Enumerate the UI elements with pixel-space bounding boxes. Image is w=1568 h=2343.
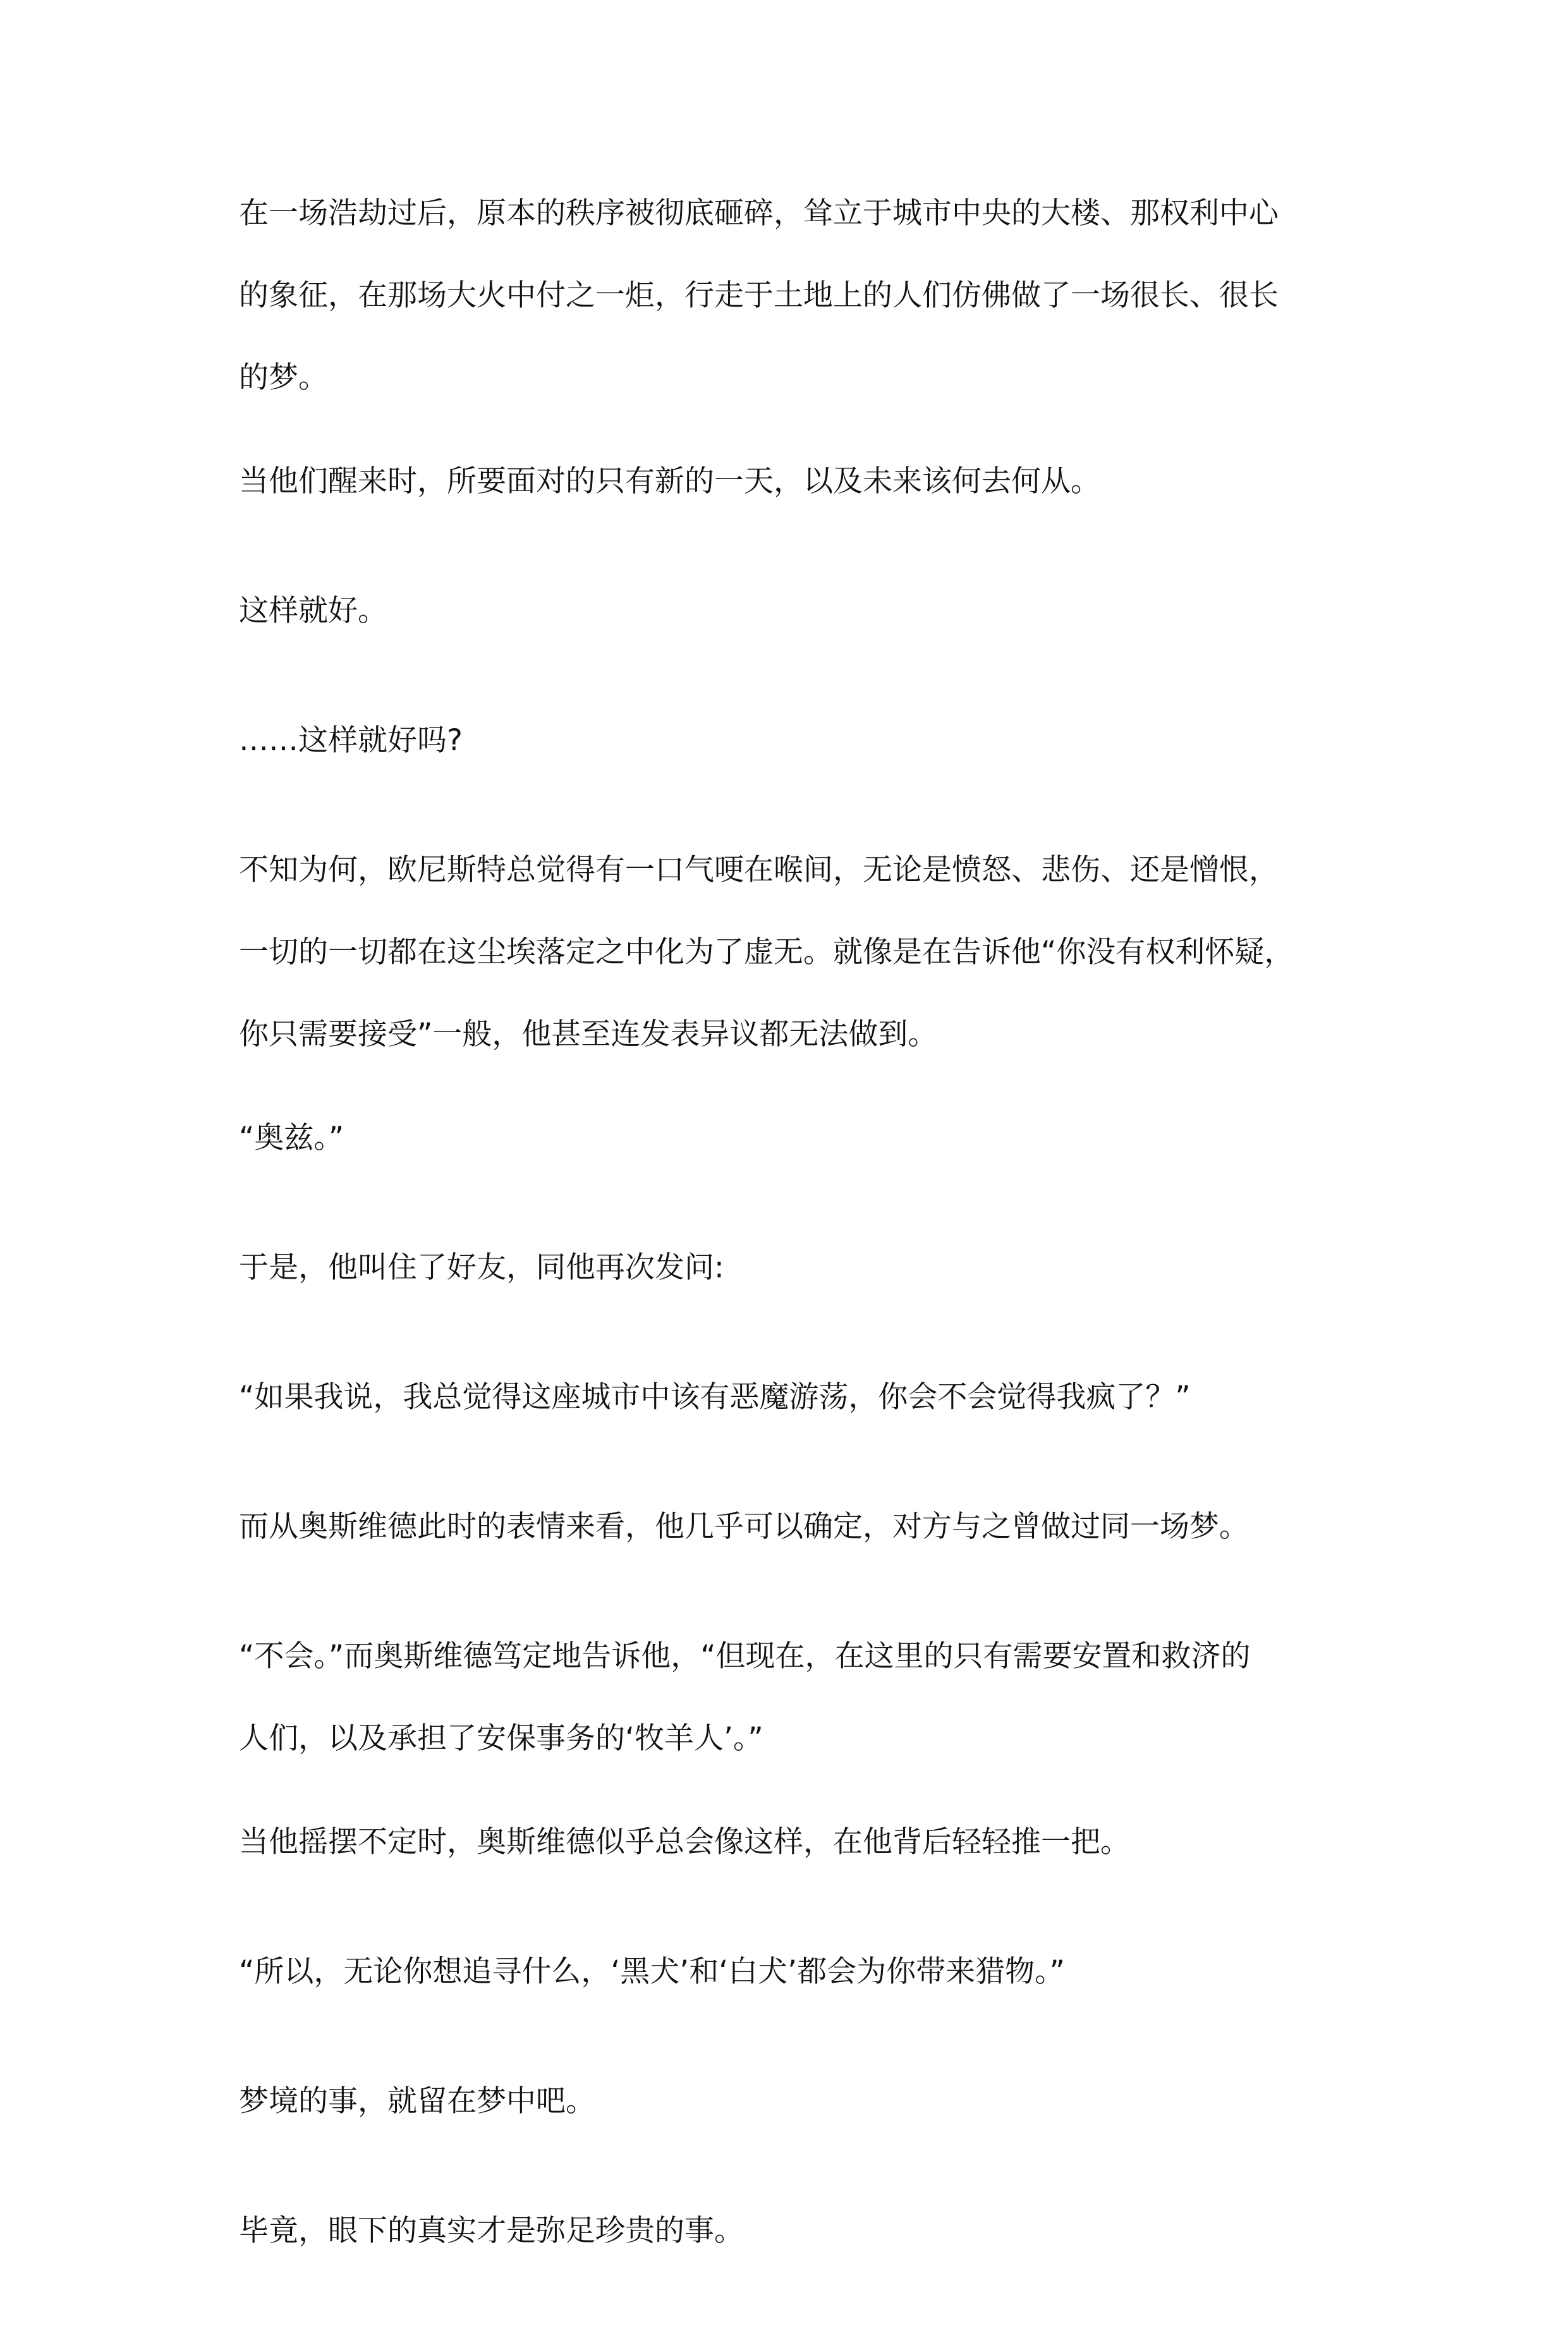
paragraph	[239, 1380, 1358, 1415]
paragraph	[239, 1954, 1358, 1990]
paragraph	[239, 723, 1358, 758]
text-line: 毕竟，眼下的真实才是弥足珍贵的事。	[239, 2213, 744, 2248]
text-line: 于是，他叫住了好友，同他再次发问:	[239, 1250, 724, 1285]
text-line: ……这样就好吗?	[239, 723, 463, 758]
text-line: 当他摇摆不定时，奥斯维德似乎总会像这样，在他背后轻轻推一把。	[239, 1825, 1130, 1859]
document-body	[239, 196, 1358, 2343]
paragraph	[239, 1250, 1358, 1286]
text-line: “如果我说，我总觉得这座城市中该有恶魔游荡，你会不会觉得我疯了？”	[239, 1380, 1191, 1415]
text-line: 的象征，在那场大火中付之一炬，行走于土地上的人们仿佛做了一场很长、很长	[239, 278, 1279, 313]
paragraph	[239, 1639, 1358, 1756]
text-line: 人们，以及承担了安保事务的‘牧羊人’。”	[239, 1721, 763, 1756]
paragraph	[239, 464, 1358, 499]
paragraph	[239, 1509, 1358, 1545]
paragraph	[239, 593, 1358, 629]
paragraph	[239, 196, 1358, 396]
text-line: 这样就好。	[239, 593, 387, 628]
text-line: 在一场浩劫过后，原本的秩序被彻底砸碎，耸立于城市中央的大楼、那权利中心	[239, 196, 1279, 231]
paragraph	[239, 2084, 1358, 2119]
text-line: “奥兹。”	[239, 1121, 344, 1155]
text-line: 的梦。	[239, 360, 328, 395]
text-line: 而从奥斯维德此时的表情来看，他几乎可以确定，对方与之曾做过同一场梦。	[239, 1509, 1249, 1544]
paragraph	[239, 1121, 1358, 1156]
paragraph	[239, 1825, 1358, 1860]
text-line: 梦境的事，就留在梦中吧。	[239, 2084, 595, 2119]
text-line: “所以，无论你想追寻什么，‘黑犬’和‘白犬’都会为你带来猎物。”	[239, 1954, 1065, 1989]
text-line: “不会。”而奥斯维德笃定地告诉他，“但现在，在这里的只有需要安置和救济的	[239, 1639, 1251, 1674]
paragraph	[239, 2213, 1358, 2249]
paragraph	[239, 853, 1358, 1052]
text-line: 不知为何，欧尼斯特总觉得有一口气哽在喉间，无论是愤怒、悲伤、还是憎恨，	[239, 853, 1279, 887]
text-line: 一切的一切都在这尘埃落定之中化为了虚无。就像是在告诉他“你没有权利怀疑，	[239, 935, 1294, 970]
text-line: 当他们醒来时，所要面对的只有新的一天，以及未来该何去何从。	[239, 464, 1100, 499]
text-line: 你只需要接受”一般，他甚至连发表异议都无法做到。	[239, 1017, 938, 1052]
